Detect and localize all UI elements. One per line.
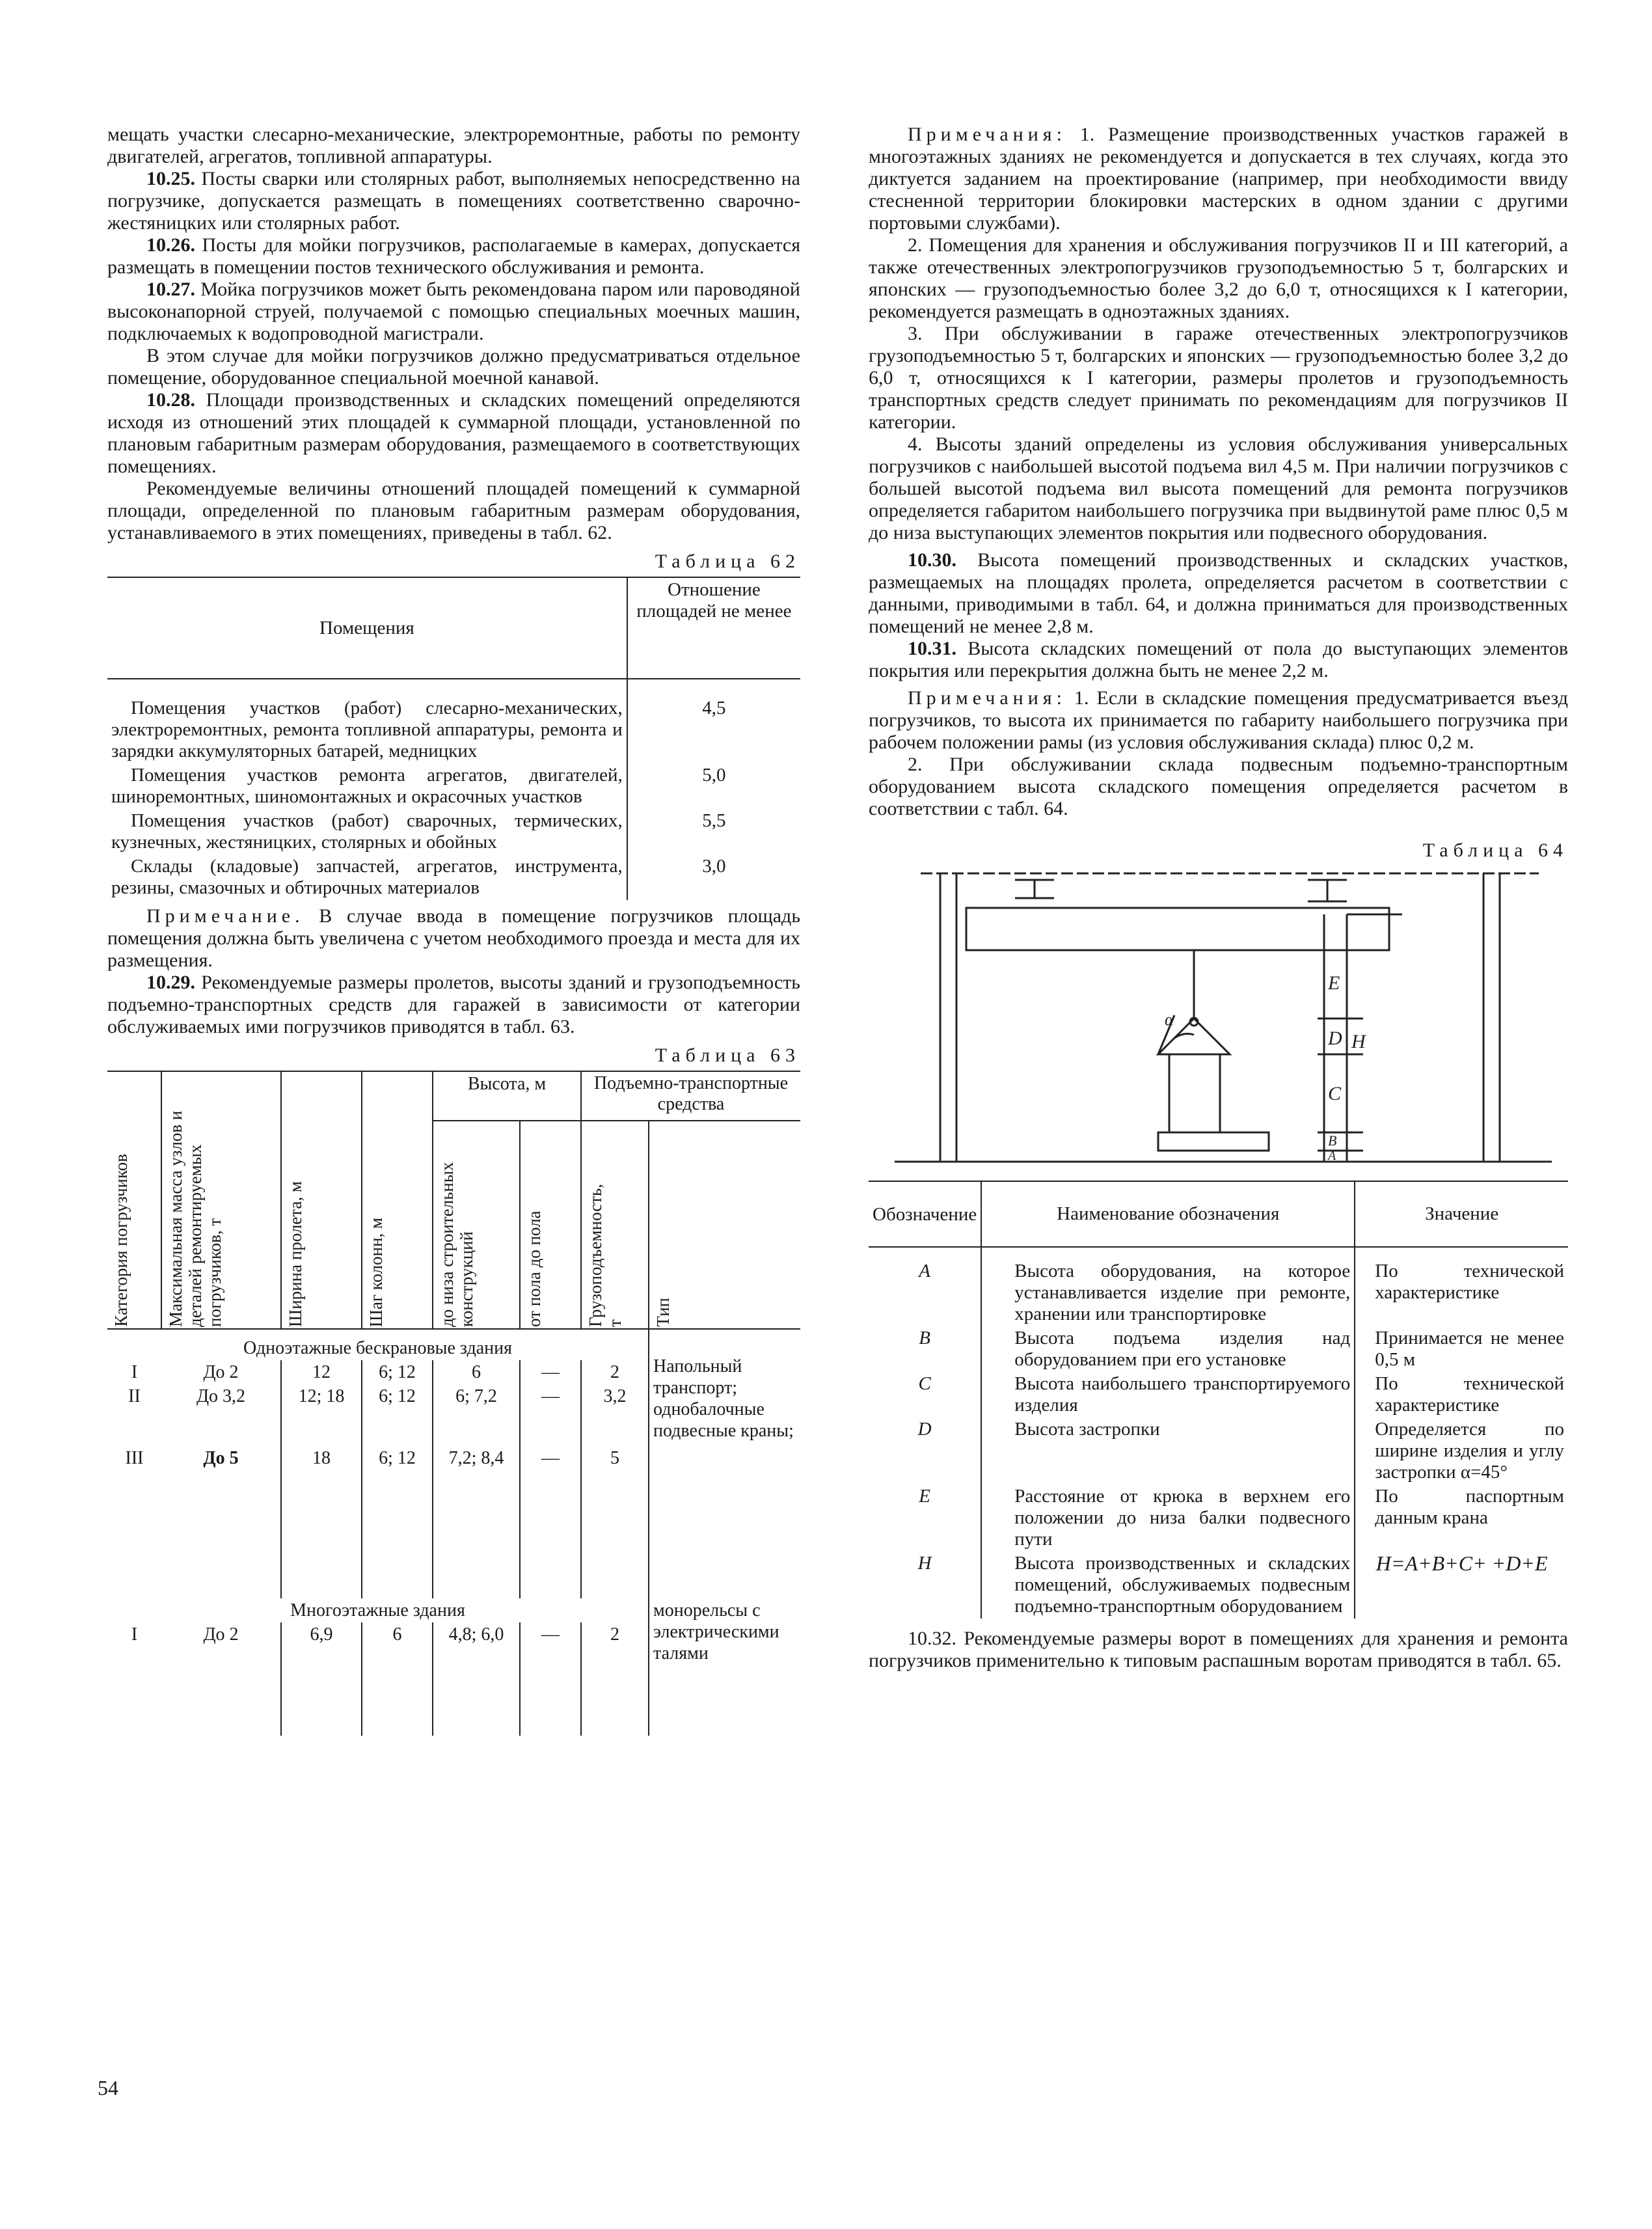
paragraph-10-27b: В этом случае для мойки погрузчиков должно предусматриваться отдельное помещение, оборудованное специальной моечной канавой. (107, 345, 800, 389)
table-64-header-name: Наименование обозначения (981, 1181, 1355, 1247)
table-cell-symbol: B (869, 1326, 981, 1372)
table-64 (869, 1181, 1568, 1619)
table-cell-symbol: A (869, 1247, 981, 1326)
table-cell-name: Высота наибольшего транспортируемого изделия (981, 1372, 1355, 1417)
clause-number: 10.31. (908, 638, 956, 659)
table-cell: 6,9 (281, 1622, 362, 1736)
table-62-header-rooms: Помещения (107, 577, 627, 679)
note-text: 1. Если в складские помещения предусматривается въезд погрузчиков, то высота их принимается по габариту наибольшего погрузчика при рабочем положении рамы (из условия обслуживания склада) плюс 0,2 м. (869, 687, 1568, 753)
table-cell-symbol: D (869, 1417, 981, 1484)
clause-number: 10.28. (146, 389, 195, 411)
table-63-header-category: Категория погрузчиков (111, 1154, 131, 1327)
paragraph-10-31 (869, 638, 1568, 682)
right-column (869, 124, 1568, 1672)
table-cell: — (520, 1408, 581, 1598)
table-63-header-lift: Подъемно-транспортные средства (581, 1071, 800, 1121)
table-row (869, 1417, 1568, 1484)
table-cell-value: По технической характеристике (1375, 1261, 1564, 1303)
note-text: В случае ввода в помещение погрузчиков площадь помещения должна быть увеличена с учетом необходимого проезда и места для их размещения. (107, 905, 800, 971)
diagram-label-alpha: α (1165, 1010, 1174, 1029)
diagram-label-D: D (1328, 1028, 1342, 1049)
table-row (869, 1484, 1568, 1552)
table-63 (107, 1071, 800, 1736)
clause-text: Площади производственных и складских помещений определяются исходя из отношений этих площадей к суммарной площади, установленной по плановым габаритным размерам оборудования, размещаемого в соответствующих помещениях. (107, 389, 800, 477)
clause-text: Высота складских помещений от пола до выступающих элементов покрытия или перекрытия должна быть не менее 2,2 м. (869, 638, 1568, 681)
paragraph-10-28b: Рекомендуемые величины отношений площадей помещений к суммарной площади, определенной по плановым габаритным размерам оборудования, устанавливаемого в этих помещениях, приведены в табл. 62. (107, 478, 800, 543)
table-cell-name: Помещения участков (работ) сварочных, термических, кузнечных, жестяницких, столярных и обойных (107, 809, 627, 855)
note-table-62 (107, 905, 800, 972)
table-cell-value: 5,0 (702, 765, 726, 786)
clause-number: 10.25. (146, 168, 195, 189)
table-63-header-h2: от пола до пола (524, 1210, 544, 1327)
table-cell-value: 4,5 (702, 698, 726, 718)
table-cell: 3,2 (581, 1384, 649, 1408)
table-cell: 4,8; 6,0 (433, 1622, 520, 1736)
notes-label: Примечания: (908, 687, 1066, 709)
clause-number: 10.30. (908, 549, 956, 571)
table-cell: До 5 (161, 1408, 281, 1598)
table-cell-value: 3,0 (702, 856, 726, 877)
table-cell: 6; 12 (362, 1408, 433, 1598)
table-64-header-symbol: Обозначение (869, 1181, 981, 1247)
note-4: 4. Высоты зданий определены из условия обслуживания универсальных погрузчиков с наибольшей высотой подъема вил 4,5 м. При наличии погрузчиков с большей высотой подъема вил высота помещений для ремонта погрузчиков определяется габаритом наибольшего погрузчика при выдвинутой раме плюс 0,5 м до низа выступающих элементов покрытия или подвесного оборудования. (869, 433, 1568, 543)
clause-text: Рекомендуемые размеры ворот в помещениях для хранения и ремонта погрузчиков применительно к типовым распашным воротам приводятся в табл. 65. (869, 1628, 1568, 1671)
diagram-label-B: B (1328, 1132, 1337, 1149)
table-cell-name: Высота застропки (981, 1417, 1355, 1484)
table-63-type-1: Напольный транспорт; однобалочные подвесные краны; (653, 1356, 794, 1441)
table-cell: 6; 7,2 (433, 1384, 520, 1408)
table-cell: — (520, 1384, 581, 1408)
table-cell: 12 (281, 1360, 362, 1384)
table-cell-value: По паспортным данным крана (1375, 1486, 1564, 1528)
table-63-caption: Таблица 63 (655, 1045, 800, 1066)
table-cell-value: 5,5 (702, 810, 726, 831)
table-cell-value: По технической характеристике (1375, 1373, 1564, 1415)
clause-text: Мойка погрузчиков может быть рекомендована паром или пароводяной высоконапорной струей, получаемой с помощью специальных моечных машин, подключаемых к водопроводной магистрали. (107, 279, 800, 344)
table-row (869, 1552, 1568, 1619)
table-63-header-span: Ширина пролета, м (286, 1181, 305, 1327)
table-cell: 6; 12 (362, 1384, 433, 1408)
paragraph-10-25 (107, 168, 800, 234)
note-m2: 2. При обслуживании склада подвесным подъемно-транспортным оборудованием высота складского помещения определяется расчетом в соответствии с табл. 64. (869, 754, 1568, 819)
table-63-type-2: монорельсы с электрическими талями (653, 1600, 779, 1663)
table-cell-symbol: H (869, 1552, 981, 1619)
table-cell-value: Принимается не менее 0,5 м (1375, 1328, 1564, 1370)
note-text: 1. Размещение производственных участков гаражей в многоэтажных зданиях не рекомендуется и допускается в тех случаях, когда это диктуется заданием на проектирование (например, при необходимости ввиду стесненной территории блокировки мастерских в одном здании с другими портовыми службами). (869, 124, 1568, 234)
table-cell-name: Высота подъема изделия над оборудованием при его установке (981, 1326, 1355, 1372)
table-cell: 7,2; 8,4 (433, 1408, 520, 1598)
table-cell-name: Высота оборудования, на которое устанавливается изделие при ремонте, хранении или транспортировке (981, 1247, 1355, 1326)
paragraph-10-29 (107, 972, 800, 1038)
table-cell: 18 (281, 1408, 362, 1598)
table-cell: II (128, 1386, 141, 1406)
diagram-label-C: C (1328, 1083, 1342, 1104)
table-cell: I (131, 1624, 138, 1645)
notes-block-2 (869, 687, 1568, 754)
paragraph-10-28 (107, 389, 800, 478)
clause-number: 10.29. (146, 972, 195, 993)
table-cell-name: Помещения участков (работ) слесарно-механических, электроремонтных, ремонта топливной аппаратуры, ремонта и зарядки аккумуляторных батарей, медницких (107, 679, 627, 763)
table-cell: 12; 18 (281, 1384, 362, 1408)
table-cell-name: Расстояние от крюка в верхнем его положении до низа балки подвесного пути (981, 1484, 1355, 1552)
table-62 (107, 577, 800, 900)
note-3: 3. При обслуживании в гараже отечественных электропогрузчиков грузоподъемностью 5 т, болгарских и японских — грузоподъемностью более 3,2 до 6,0 т, относящихся к I категории, размеры пролетов и грузоподъемность транспортных средств следует принимать по рекомендациям для погрузчиков II категории. (869, 323, 1568, 433)
paragraph-10-26 (107, 234, 800, 279)
table-cell: — (520, 1622, 581, 1736)
clause-text: Высота помещений производственных и складских участков, размещаемых на площадях пролета, определяется расчетом в соответствии с данными, приводимыми в табл. 64, и должна приниматься для производственных помещений не менее 2,8 м. (869, 549, 1568, 637)
table-63-section-multi: Многоэтажные здания (107, 1598, 649, 1622)
notes-block-1 (869, 124, 1568, 234)
table-cell: I (131, 1362, 138, 1382)
table-row (869, 1372, 1568, 1417)
table-cell: — (520, 1360, 581, 1384)
clause-number: 10.27. (146, 279, 195, 300)
table-cell-symbol: C (869, 1372, 981, 1417)
page-number: 54 (98, 2076, 118, 2099)
paragraph-10-32 (869, 1628, 1568, 1672)
table-cell: 2 (581, 1360, 649, 1384)
table-63-header-type: Тип (653, 1298, 673, 1327)
table-cell-symbol: E (869, 1484, 981, 1552)
table-cell: 5 (581, 1408, 649, 1598)
table-cell-name: Высота производственных и складских помещений, обслуживаемых подвесным подъемно-транспортным оборудованием (981, 1552, 1355, 1619)
table-63-header-mass: Максимальная масса узлов и деталей ремонтируемых погрузчиков, т (166, 1110, 224, 1327)
clause-text: Рекомендуемые размеры пролетов, высоты зданий и грузоподъемность подъемно-транспортных средств для гаражей в зависимости от категории обслуживаемых ими погрузчиков приводятся в табл. 63. (107, 972, 800, 1037)
clause-number: 10.26. (146, 234, 195, 256)
table-cell-name: Помещения участков ремонта агрегатов, двигателей, шиноремонтных, шиномонтажных и окрасочных участков (107, 763, 627, 809)
paragraph-intro: мещать участки слесарно-механические, электроремонтные, работы по ремонту двигателей, агрегатов, топливной аппаратуры. (107, 124, 800, 167)
table-cell: 6; 12 (362, 1360, 433, 1384)
clause-text: Посты для мойки погрузчиков, располагаемые в камерах, допускается размещать в помещении постов технического обслуживания и ремонта. (107, 234, 800, 278)
table-cell-value: Определяется по ширине изделия и углу застропки α=45° (1375, 1419, 1564, 1483)
table-cell: 6 (362, 1622, 433, 1736)
table-row (869, 1247, 1568, 1326)
table-63-header-step: Шаг колонн, м (366, 1217, 386, 1327)
table-row (107, 679, 800, 763)
notes-label: Примечания: (908, 124, 1066, 145)
table-cell: 6 (433, 1360, 520, 1384)
table-cell: До 2 (161, 1360, 281, 1384)
diagram-label-E: E (1328, 972, 1340, 994)
table-cell-name: Склады (кладовые) запчастей, агрегатов, инструмента, резины, смазочных и обтирочных материалов (107, 855, 627, 900)
note-2: 2. Помещения для хранения и обслуживания погрузчиков II и III категорий, а также отечественных электропогрузчиков грузоподъемностью 5 т, болгарских и японских — грузоподъемностью более 3,2 до 6,0 т, относящихся к I категории, рекомендуется размещать в одноэтажных зданиях. (869, 234, 1568, 322)
table-row (869, 1326, 1568, 1372)
note-label: Примечание. (146, 905, 305, 927)
left-column (107, 124, 800, 1736)
clause-number: 10.32. (908, 1628, 956, 1649)
table-cell: До 2 (161, 1622, 281, 1736)
table-62-header-ratio: Отношение площадей не менее (636, 579, 792, 622)
table-cell: 2 (581, 1622, 649, 1736)
table-row (107, 855, 800, 900)
diagram-label-H: H (1351, 1031, 1366, 1052)
table-64-header-value: Значение (1425, 1203, 1499, 1224)
diagram-label-A: A (1328, 1149, 1336, 1163)
table-64-caption: Таблица 64 (1422, 840, 1568, 861)
table-cell-value: H=A+B+C+ +D+E (1375, 1552, 1548, 1575)
crane-height-diagram (869, 866, 1568, 1171)
table-62-caption: Таблица 62 (655, 551, 800, 572)
table-63-header-height: Высота, м (433, 1071, 581, 1121)
paragraph-10-30 (869, 549, 1568, 638)
table-cell: До 3,2 (161, 1384, 281, 1408)
table-63-header-capacity: Грузоподъемность, т (586, 1184, 625, 1327)
table-63-header-h1: до низа строительных конструкций (437, 1162, 476, 1327)
table-row (107, 763, 800, 809)
paragraph-10-27 (107, 279, 800, 345)
table-63-section-single: Одноэтажные бескрановые здания (107, 1329, 649, 1360)
table-row (107, 809, 800, 855)
table-cell: III (125, 1448, 144, 1468)
clause-text: Посты сварки или столярных работ, выполняемых непосредственно на погрузчике, допускается размещать в помещениях соответственно сварочно-жестяницких или столярных работ. (107, 168, 800, 234)
